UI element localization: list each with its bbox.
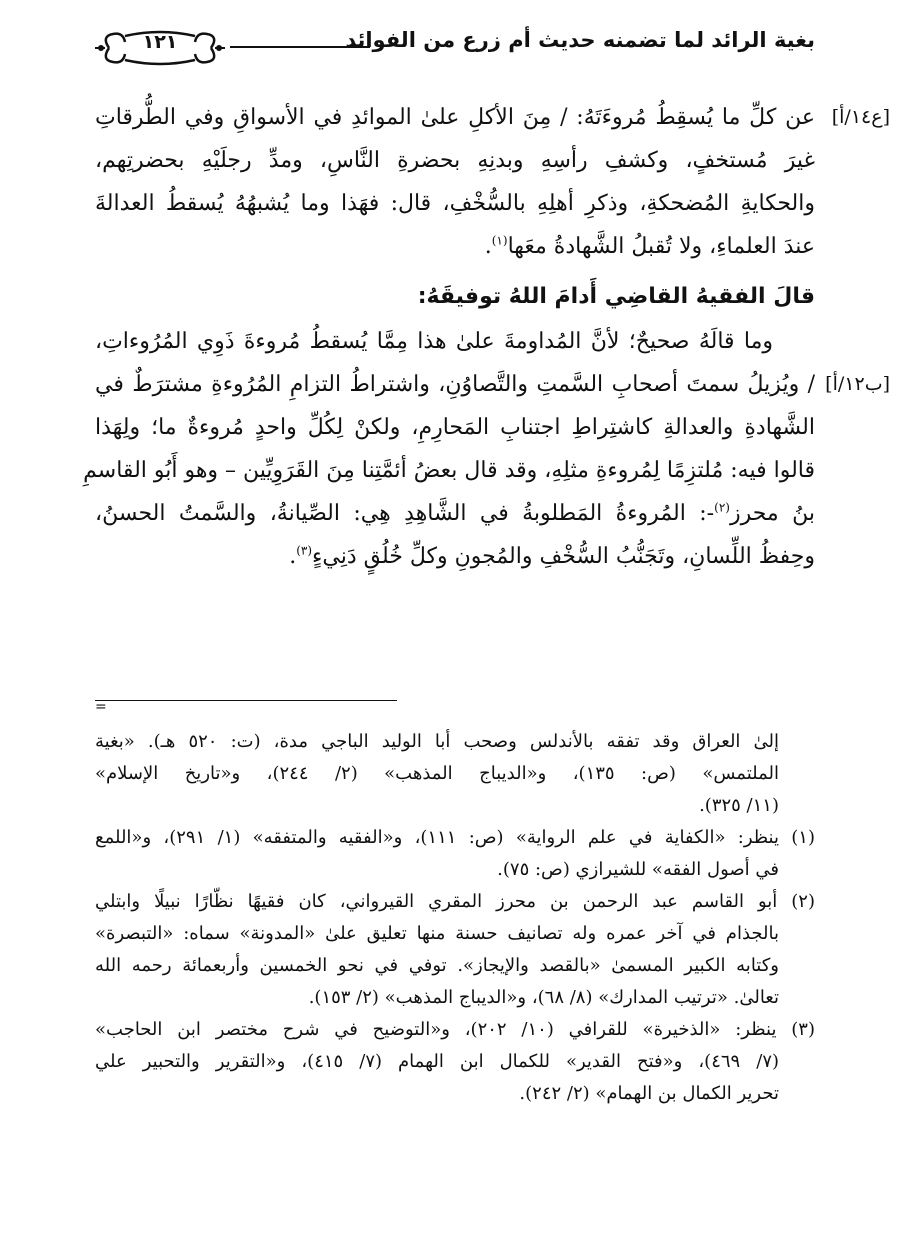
footnote-line: تحرير الكمال بن الهمام» (٢/ ٢٤٢). [519,1083,779,1104]
footnote-continuation-mark: = [95,699,107,715]
text-line: غيرَ مُستخفٍ، وكشفِ رأسِهِ وبدنِهِ بحضرةِ النَّاسِ، ومدِّ رجلَيْهِ بحضرتِهم، [95,148,815,173]
running-title: بغية الرائد لما تضمنه حديث أم زرع من الفوائد [345,28,815,52]
manuscript-folio-ref: [ع١٤/أ] [831,106,890,128]
text-line: وما قالَهُ صحيحٌ؛ لأنَّ المُداومةَ علىٰ هذا مِمَّا يُسقطُ مُروءةَ ذَوِي المُرُوءاتِ، [95,329,773,354]
page-header [95,26,815,70]
footnote-2: (٢) أبو القاسم عبد الرحمن بن محرز المقري القيرواني، كان فقيهًا نظّارًا نبيلًا وابتلي [95,891,815,912]
footnote-line: إلىٰ العراق وقد تفقه بالأندلس وصحب أبا الوليد الباجي مدة، (ت: ٥٢٠ هـ). «بغية [95,731,779,752]
text-line: وحِفظُ اللِّسانِ، وتَجَنُّبُ السُّخْفِ والمُجونِ وكلِّ خُلُقٍ دَنِيءٍ$^{(٣)}$. [289,543,815,569]
footnote-ref[interactable]: (٣) [296,543,313,558]
footnotes [95,726,815,1110]
footnote-separator [95,700,397,701]
text-line: عندَ العلماءِ، ولا تُقبلُ الشَّهادةُ معَها$^{(١)}$. [484,233,815,259]
footnote-line: تعالىٰ. «ترتيب المدارك» (٨/ ٦٨)، و«الديباج المذهب» (٢/ ١٥٣). [308,987,779,1008]
footnote-line: (٧/ ٤٦٩)، و«فتح القدير» للكمال ابن الهمام (٧/ ٤١٥)، و«التقرير والتحبير علي [95,1051,780,1072]
manuscript-folio-ref: [ب١٢/أ] [825,373,890,395]
header-rule [230,46,370,48]
text-line: الشَّهادةِ والعدالةِ كاشتِراطِ اجتنابِ المَحارِمِ، ولكنْ لِكُلِّ واحدٍ مُروءةٌ ما؛ ولِهَذا [95,415,815,440]
footnote-line: الملتمس» (ص: ١٣٥)، و«الديباج المذهب» (٢/ ٢٤٤)، و«تاريخ الإسلام» [95,763,779,784]
footnote-line: بالجذام في آخر عمره وله تصانيف حسنة منها تعليق علىٰ «المدونة» سماه: «التبصرة» [95,923,779,944]
footnote-line: في أصول الفقه» للشيرازي (ص: ٧٥). [497,859,779,880]
section-heading: قالَ الفقيهُ القاضِي أَدامَ اللهُ توفيقَهُ: [417,284,815,309]
text-line: / ويُزيلُ سمتَ أصحابِ السَّمتِ والتَّصاوُنِ، واشتراطُ التزامِ المُرُوءةِ مشترَطٌ في [ب١٢/أ] [95,363,815,406]
main-text [83,96,890,578]
text-line: والحكايةِ المُضحكةِ، وذكرِ أهلِهِ بالسُّخْفِ، قال: فهَذا وما يُشبهُهُ يُسقطُ العدالةَ [95,191,815,216]
text-line: قالوا فيه: مُلتزِمًا لِمُروءةِ مثلِهِ، وقد قال بعضُ أئمَّتِنا مِنَ القَرَوِيِّين – وهو أَبُو القاسمِ [83,458,815,483]
footnote-ref[interactable]: (٢) [714,500,730,515]
footnote-1: (١) ينظر: «الكفاية في علم الرواية» (ص: ١١١)، و«الفقيه والمتفقه» (١/ ٢٩١)، و«اللمع [95,827,815,848]
footnote-line: وكتابه الكبير المسمىٰ «بالقصد والإيجاز». توفي في نحو الخمسين وأربعمائة رحمه الله [95,955,779,976]
page-number: ١٢١ [142,31,178,53]
text-line: بنُ محرز$^{(٢)}$-: المُروءةُ المَطلوبةُ في الشَّاهِدِ هِي: الصِّيانةُ، والسَّمتُ الحسنُ، [95,500,815,526]
footnote-3: (٣) ينظر: «الذخيرة» للقرافي (١٠/ ٢٠٢)، و«التوضيح في شرح مختصر ابن الحاجب» [95,1019,815,1040]
footnote-line: (١١/ ٣٢٥). [699,795,779,816]
footnote-ref[interactable]: (١) [491,233,508,248]
text-line: عن كلِّ ما يُسقِطُ مُروءَتَهُ: / مِنَ الأكلِ علىٰ الموائدِ في الأسواقِ وفي الطُّرقاتِ [ع١٤/أ] [95,96,815,139]
